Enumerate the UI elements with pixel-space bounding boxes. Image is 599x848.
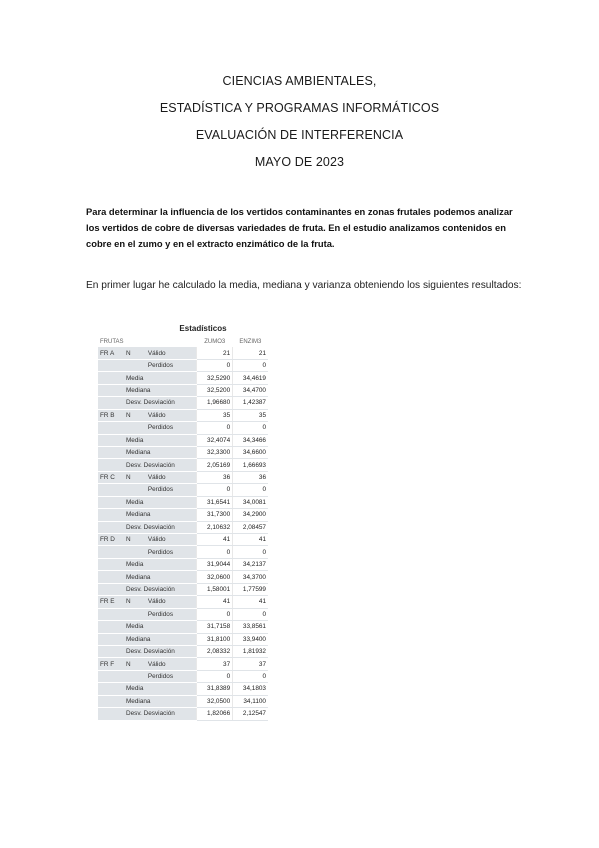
table-row bbox=[98, 645, 268, 657]
row-stat-cell: Desv. Desviación bbox=[124, 521, 197, 533]
table-row bbox=[98, 546, 268, 558]
row-sub-cell: Perdidos bbox=[146, 670, 197, 682]
value-zumo-cell: 0 bbox=[197, 546, 233, 558]
row-stat-cell: N bbox=[124, 471, 146, 483]
row-group-cell bbox=[98, 645, 124, 657]
value-zumo-cell: 0 bbox=[197, 359, 233, 371]
row-stat-cell: N bbox=[124, 596, 146, 608]
table-row bbox=[98, 459, 268, 471]
value-zumo-cell: 31,8100 bbox=[197, 633, 233, 645]
value-enzim-cell: 2,08457 bbox=[233, 521, 268, 533]
value-enzim-cell: 34,2137 bbox=[233, 558, 268, 570]
row-sub-cell: Perdidos bbox=[146, 484, 197, 496]
row-group-cell bbox=[98, 384, 124, 396]
value-enzim-cell: 0 bbox=[233, 359, 268, 371]
header-line-4: MAYO DE 2023 bbox=[254, 155, 345, 169]
value-enzim-cell: 37 bbox=[233, 658, 268, 670]
value-enzim-cell: 2,12547 bbox=[233, 708, 268, 720]
value-enzim-cell: 1,77599 bbox=[233, 583, 268, 595]
table-row bbox=[98, 496, 268, 508]
value-enzim-cell: 41 bbox=[233, 596, 268, 608]
table-row bbox=[98, 534, 268, 546]
row-group-cell bbox=[98, 708, 124, 720]
row-stat-cell: Desv. Desviación bbox=[124, 459, 197, 471]
row-group-cell: FR B bbox=[98, 409, 124, 421]
table-row bbox=[98, 695, 268, 707]
value-enzim-cell: 35 bbox=[233, 409, 268, 421]
header-line-1: CIENCIAS AMBIENTALES, bbox=[222, 74, 377, 88]
value-enzim-cell: 33,8561 bbox=[233, 621, 268, 633]
value-zumo-cell: 36 bbox=[197, 471, 233, 483]
table-row bbox=[98, 422, 268, 434]
value-enzim-cell: 34,3466 bbox=[233, 434, 268, 446]
value-enzim-cell: 34,3700 bbox=[233, 571, 268, 583]
value-enzim-cell: 41 bbox=[233, 534, 268, 546]
row-group-cell bbox=[98, 459, 124, 471]
row-stat-cell bbox=[124, 422, 146, 434]
row-stat-cell bbox=[124, 546, 146, 558]
value-enzim-cell: 34,4700 bbox=[233, 384, 268, 396]
row-group-cell bbox=[98, 422, 124, 434]
row-stat-cell: Mediana bbox=[124, 633, 197, 645]
row-stat-cell: Desv. Desviación bbox=[124, 397, 197, 409]
row-stat-cell: Mediana bbox=[124, 509, 197, 521]
row-group-cell: FR E bbox=[98, 596, 124, 608]
value-zumo-cell: 31,8389 bbox=[197, 683, 233, 695]
row-group-cell bbox=[98, 397, 124, 409]
value-zumo-cell: 2,08332 bbox=[197, 645, 233, 657]
row-group-cell: FR A bbox=[98, 347, 124, 359]
row-stat-cell: Mediana bbox=[124, 446, 197, 458]
row-sub-cell: Válido bbox=[146, 596, 197, 608]
value-enzim-cell: 1,81932 bbox=[233, 645, 268, 657]
row-stat-cell: Desv. Desviación bbox=[124, 645, 197, 657]
row-sub-cell: Válido bbox=[146, 534, 197, 546]
value-zumo-cell: 41 bbox=[197, 596, 233, 608]
row-sub-cell: Válido bbox=[146, 409, 197, 421]
row-group-cell bbox=[98, 434, 124, 446]
value-enzim-cell: 34,1100 bbox=[233, 695, 268, 707]
row-group-cell bbox=[98, 521, 124, 533]
value-zumo-cell: 31,6541 bbox=[197, 496, 233, 508]
col-header-frutas: FRUTAS bbox=[100, 338, 124, 345]
table-row bbox=[98, 608, 268, 620]
table-row bbox=[98, 633, 268, 645]
value-zumo-cell: 35 bbox=[197, 409, 233, 421]
value-zumo-cell: 31,7158 bbox=[197, 621, 233, 633]
value-enzim-cell: 0 bbox=[233, 546, 268, 558]
value-zumo-cell: 31,7300 bbox=[197, 509, 233, 521]
row-group-cell bbox=[98, 484, 124, 496]
row-stat-cell: Media bbox=[124, 434, 197, 446]
row-group-cell bbox=[98, 621, 124, 633]
value-enzim-cell: 0 bbox=[233, 608, 268, 620]
value-zumo-cell: 0 bbox=[197, 608, 233, 620]
row-stat-cell: Media bbox=[124, 621, 197, 633]
value-zumo-cell: 1,58001 bbox=[197, 583, 233, 595]
row-group-cell bbox=[98, 359, 124, 371]
value-enzim-cell: 34,4619 bbox=[233, 372, 268, 384]
results-sentence: En primer lugar he calculado la media, mediana y varianza obteniendo los siguientes resultados: bbox=[86, 280, 522, 291]
row-stat-cell: Mediana bbox=[124, 695, 197, 707]
value-zumo-cell: 2,05169 bbox=[197, 459, 233, 471]
table-header-row bbox=[98, 336, 268, 347]
table-row bbox=[98, 521, 268, 533]
table-row bbox=[98, 484, 268, 496]
value-zumo-cell: 37 bbox=[197, 658, 233, 670]
table-row bbox=[98, 708, 268, 720]
row-stat-cell: Media bbox=[124, 558, 197, 570]
row-stat-cell: Mediana bbox=[124, 571, 197, 583]
row-group-cell: FR C bbox=[98, 471, 124, 483]
value-enzim-cell: 34,1803 bbox=[233, 683, 268, 695]
table-row bbox=[98, 372, 268, 384]
col-header-zumo: ZUMO3 bbox=[204, 338, 226, 345]
value-enzim-cell: 0 bbox=[233, 484, 268, 496]
table-row bbox=[98, 621, 268, 633]
row-group-cell bbox=[98, 633, 124, 645]
row-group-cell bbox=[98, 608, 124, 620]
row-stat-cell: Media bbox=[124, 496, 197, 508]
row-sub-cell: Perdidos bbox=[146, 359, 197, 371]
row-group-cell bbox=[98, 583, 124, 595]
row-stat-cell bbox=[124, 608, 146, 620]
table-row bbox=[98, 509, 268, 521]
row-sub-cell: Perdidos bbox=[146, 422, 197, 434]
table-row bbox=[98, 471, 268, 483]
header-line-3: EVALUACIÓN DE INTERFERENCIA bbox=[195, 128, 404, 142]
table-row bbox=[98, 434, 268, 446]
row-group-cell bbox=[98, 372, 124, 384]
table-row bbox=[98, 683, 268, 695]
value-zumo-cell: 32,3300 bbox=[197, 446, 233, 458]
row-stat-cell: Desv. Desviación bbox=[124, 583, 197, 595]
value-enzim-cell: 34,2900 bbox=[233, 509, 268, 521]
value-zumo-cell: 0 bbox=[197, 670, 233, 682]
value-enzim-cell: 0 bbox=[233, 670, 268, 682]
table-row bbox=[98, 446, 268, 458]
value-enzim-cell: 34,0081 bbox=[233, 496, 268, 508]
document-header bbox=[0, 73, 599, 181]
row-stat-cell: Media bbox=[124, 372, 197, 384]
row-stat-cell: Media bbox=[124, 683, 197, 695]
row-stat-cell bbox=[124, 484, 146, 496]
table-row bbox=[98, 571, 268, 583]
row-stat-cell: N bbox=[124, 534, 146, 546]
row-group-cell bbox=[98, 509, 124, 521]
table-body bbox=[98, 347, 268, 720]
row-group-cell bbox=[98, 571, 124, 583]
value-enzim-cell: 1,42387 bbox=[233, 397, 268, 409]
value-zumo-cell: 32,5200 bbox=[197, 384, 233, 396]
table-row bbox=[98, 347, 268, 359]
table-row bbox=[98, 384, 268, 396]
value-enzim-cell: 36 bbox=[233, 471, 268, 483]
value-enzim-cell: 21 bbox=[233, 347, 268, 359]
row-stat-cell: N bbox=[124, 347, 146, 359]
row-stat-cell bbox=[124, 670, 146, 682]
value-enzim-cell: 33,9400 bbox=[233, 633, 268, 645]
row-stat-cell: N bbox=[124, 658, 146, 670]
row-stat-cell: N bbox=[124, 409, 146, 421]
intro-paragraph: Para determinar la influencia de los vertidos contaminantes en zonas frutales podemos analizar los vertidos de cobre de diversas variedades de fruta. En el estudio analizamos contenidos en cobre en el zumo y en el extracto enzimático de la fruta. bbox=[86, 206, 513, 249]
value-zumo-cell: 32,0500 bbox=[197, 695, 233, 707]
row-stat-cell: Mediana bbox=[124, 384, 197, 396]
value-zumo-cell: 0 bbox=[197, 422, 233, 434]
statistics-table bbox=[98, 336, 268, 721]
row-group-cell: FR F bbox=[98, 658, 124, 670]
row-sub-cell: Perdidos bbox=[146, 608, 197, 620]
value-zumo-cell: 21 bbox=[197, 347, 233, 359]
table-title: Estadísticos bbox=[179, 324, 227, 333]
header-line-2: ESTADÍSTICA Y PROGRAMAS INFORMÁTICOS bbox=[159, 101, 440, 115]
row-stat-cell bbox=[124, 359, 146, 371]
row-group-cell bbox=[98, 670, 124, 682]
table-row bbox=[98, 583, 268, 595]
table-row bbox=[98, 658, 268, 670]
row-group-cell bbox=[98, 683, 124, 695]
table-row bbox=[98, 670, 268, 682]
value-enzim-cell: 0 bbox=[233, 422, 268, 434]
row-group-cell bbox=[98, 558, 124, 570]
value-zumo-cell: 0 bbox=[197, 484, 233, 496]
value-zumo-cell: 31,9044 bbox=[197, 558, 233, 570]
col-header-enzim: ENZIM3 bbox=[239, 338, 262, 345]
value-zumo-cell: 32,0600 bbox=[197, 571, 233, 583]
row-sub-cell: Válido bbox=[146, 658, 197, 670]
row-stat-cell: Desv. Desviación bbox=[124, 708, 197, 720]
value-zumo-cell: 32,5290 bbox=[197, 372, 233, 384]
row-sub-cell: Válido bbox=[146, 347, 197, 359]
table-row bbox=[98, 409, 268, 421]
row-sub-cell: Válido bbox=[146, 471, 197, 483]
row-sub-cell: Perdidos bbox=[146, 546, 197, 558]
row-group-cell bbox=[98, 496, 124, 508]
value-enzim-cell: 34,6600 bbox=[233, 446, 268, 458]
row-group-cell bbox=[98, 695, 124, 707]
value-zumo-cell: 1,82066 bbox=[197, 708, 233, 720]
value-zumo-cell: 41 bbox=[197, 534, 233, 546]
value-zumo-cell: 1,96680 bbox=[197, 397, 233, 409]
row-group-cell: FR D bbox=[98, 534, 124, 546]
table-row bbox=[98, 397, 268, 409]
row-group-cell bbox=[98, 546, 124, 558]
table-row bbox=[98, 359, 268, 371]
table-row bbox=[98, 558, 268, 570]
value-zumo-cell: 2,10632 bbox=[197, 521, 233, 533]
value-enzim-cell: 1,66693 bbox=[233, 459, 268, 471]
statistics-table-container bbox=[98, 322, 268, 721]
row-group-cell bbox=[98, 446, 124, 458]
value-zumo-cell: 32,4074 bbox=[197, 434, 233, 446]
table-row bbox=[98, 596, 268, 608]
